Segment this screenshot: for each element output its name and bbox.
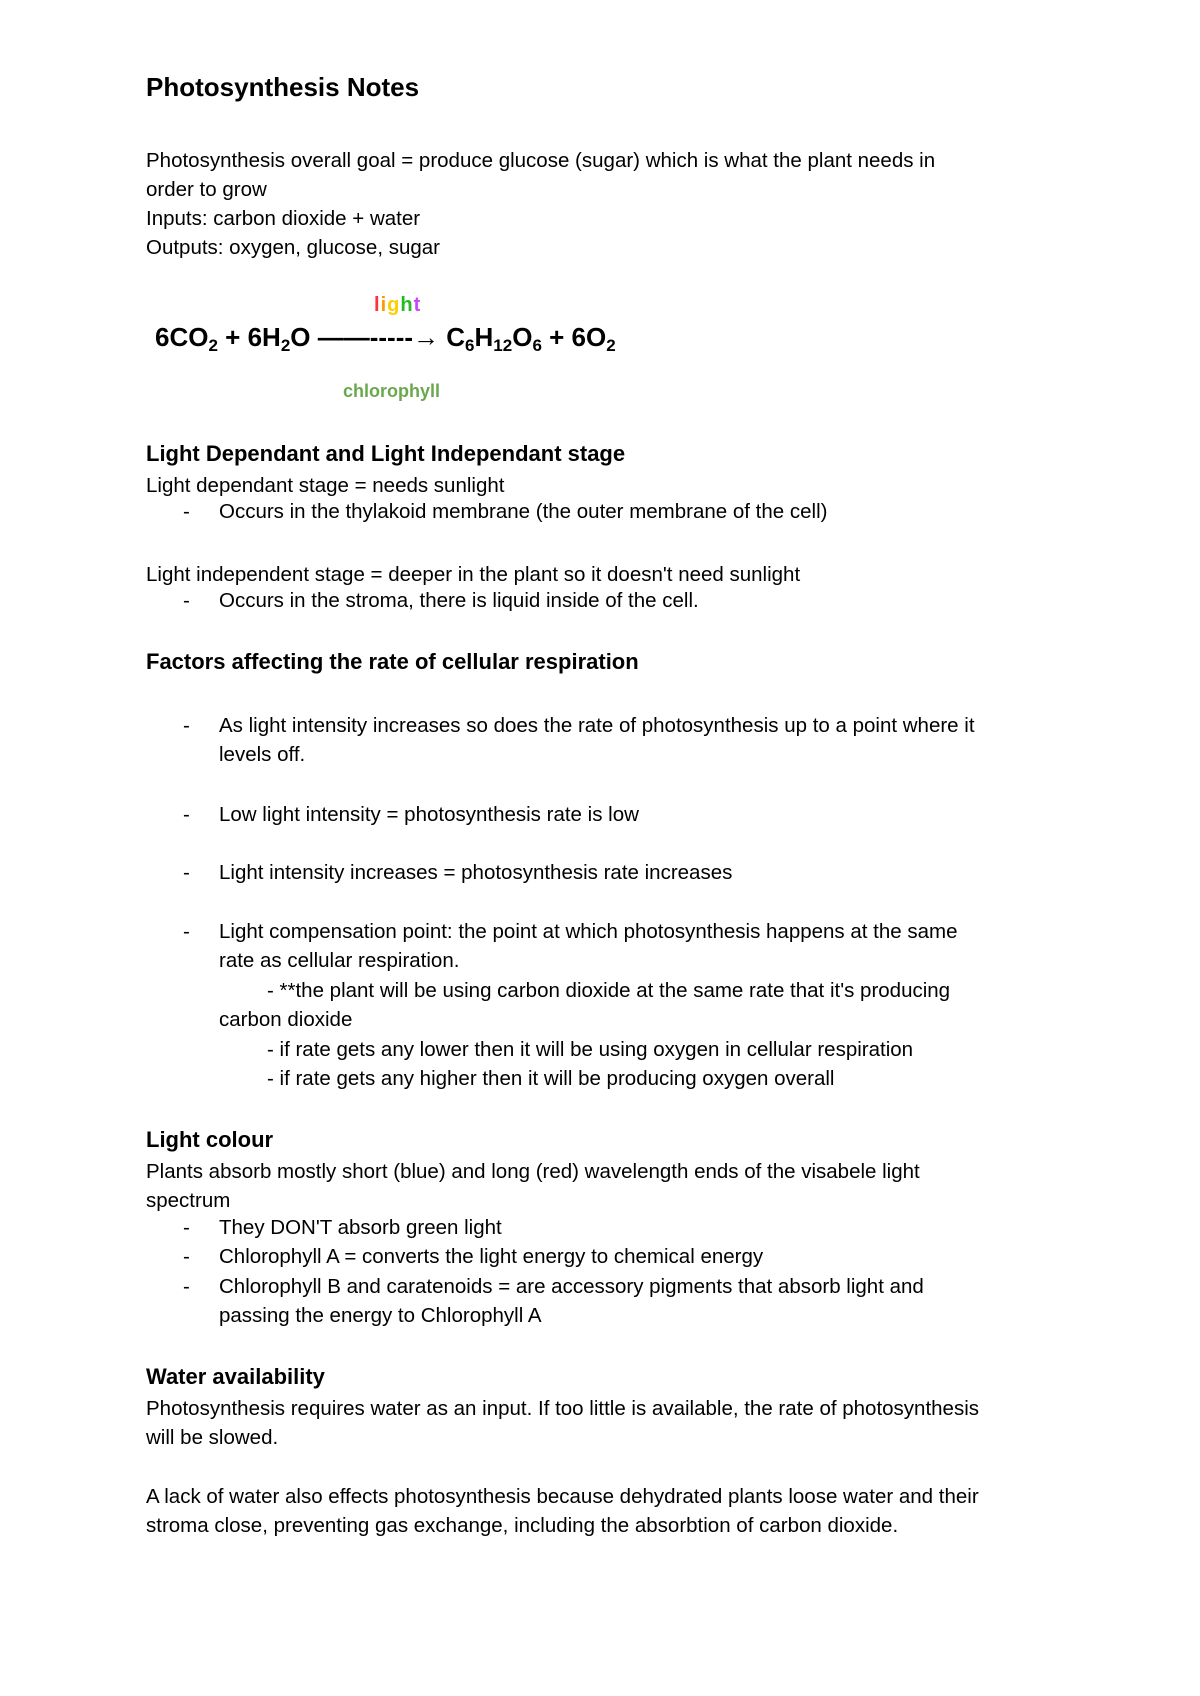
intro-goal-line-2: order to grow <box>146 178 267 201</box>
equation-glucose-o: O <box>512 322 533 352</box>
list-item: Occurs in the thylakoid membrane (the outer membrane of the cell) <box>219 500 828 523</box>
list-item: Light compensation point: the point at which photosynthesis happens at the same <box>219 920 958 943</box>
sub-item: - if rate gets any higher then it will be producing oxygen overall <box>267 1067 835 1090</box>
page-title: Photosynthesis Notes <box>146 72 420 102</box>
sub-item-continuation: carbon dioxide <box>219 1008 353 1031</box>
bullet-dash: - <box>183 589 190 612</box>
equation-glucose-h: H <box>474 322 494 352</box>
light-letter: h <box>400 294 414 316</box>
bullet-dash: - <box>183 1216 190 1239</box>
light-colour-line-1: Plants absorb mostly short (blue) and long (red) wavelength ends of the visabele light <box>146 1160 920 1183</box>
list-item: Low light intensity = photosynthesis rate is low <box>219 803 639 826</box>
bullet-dash: - <box>183 861 190 884</box>
equation-arrow: ——-----→ <box>317 322 440 352</box>
section-heading-light-stages: Light Dependant and Light Independant stage <box>146 441 626 466</box>
bullet-dash: - <box>183 500 190 523</box>
bullet-dash: - <box>183 1245 190 1268</box>
intro-outputs: Outputs: oxygen, glucose, sugar <box>146 236 441 259</box>
equation-glucose-c: C <box>439 322 466 352</box>
section-heading-factors: Factors affecting the rate of cellular respiration <box>146 649 639 674</box>
equation-c-sub: 6 <box>465 336 475 355</box>
bullet-dash: - <box>183 803 190 826</box>
light-letter: t <box>413 294 422 316</box>
equation-co2-sub: 2 <box>208 336 218 355</box>
bullet-dash: - <box>183 1275 190 1298</box>
equation-h2-sub: 2 <box>280 336 291 355</box>
light-independent-line: Light independent stage = deeper in the plant so it doesn't need sunlight <box>146 563 801 586</box>
water-paragraph-2-line-1: A lack of water also effects photosynthesis because dehydrated plants loose water and their <box>146 1485 979 1508</box>
equation-light-label <box>374 294 421 317</box>
photosynthesis-equation <box>155 322 616 353</box>
equation-plus-oxygen: + 6O <box>541 322 607 352</box>
equation-o2-sub: 2 <box>606 336 616 355</box>
list-item: Chlorophyll A = converts the light energy to chemical energy <box>219 1245 764 1268</box>
sub-item: - **the plant will be using carbon dioxide at the same rate that it's producing <box>267 979 951 1002</box>
light-colour-line-2: spectrum <box>146 1189 231 1212</box>
intro-inputs: Inputs: carbon dioxide + water <box>146 207 421 230</box>
water-paragraph-1-line-2: will be slowed. <box>146 1426 279 1449</box>
intro-goal-line-1: Photosynthesis overall goal = produce glucose (sugar) which is what the plant needs in <box>146 149 936 172</box>
light-dependant-line: Light dependant stage = needs sunlight <box>146 474 505 497</box>
list-item: Occurs in the stroma, there is liquid inside of the cell. <box>219 589 699 612</box>
equation-o-sub: 6 <box>532 336 542 355</box>
section-heading-water-availability: Water availability <box>146 1364 325 1389</box>
list-item: As light intensity increases so does the rate of photosynthesis up to a point where it <box>219 714 975 737</box>
list-item-continuation: levels off. <box>219 743 306 766</box>
list-item: Light intensity increases = photosynthesis rate increases <box>219 861 733 884</box>
equation-co2: 6CO <box>155 322 209 352</box>
bullet-dash: - <box>183 920 190 943</box>
list-item: Chlorophyll B and caratenoids = are accessory pigments that absorb light and <box>219 1275 924 1298</box>
water-paragraph-1-line-1: Photosynthesis requires water as an input. If too little is available, the rate of photosynthesis <box>146 1397 979 1420</box>
list-item: They DON'T absorb green light <box>219 1216 502 1239</box>
equation-plus-water: + 6H <box>217 322 281 352</box>
equation-chlorophyll-label: chlorophyll <box>343 381 441 401</box>
list-item-continuation: rate as cellular respiration. <box>219 949 460 972</box>
sub-item: - if rate gets any lower then it will be using oxygen in cellular respiration <box>267 1038 914 1061</box>
equation-water-o: O <box>290 322 318 352</box>
list-item-continuation: passing the energy to Chlorophyll A <box>219 1304 542 1327</box>
light-letter: i <box>380 294 388 316</box>
bullet-dash: - <box>183 714 190 737</box>
light-letter: l <box>374 294 381 316</box>
light-letter: g <box>387 294 401 316</box>
water-paragraph-2-line-2: stroma close, preventing gas exchange, including the absorbtion of carbon dioxide. <box>146 1514 899 1537</box>
equation-h-sub: 12 <box>493 336 513 355</box>
section-heading-light-colour: Light colour <box>146 1127 274 1152</box>
